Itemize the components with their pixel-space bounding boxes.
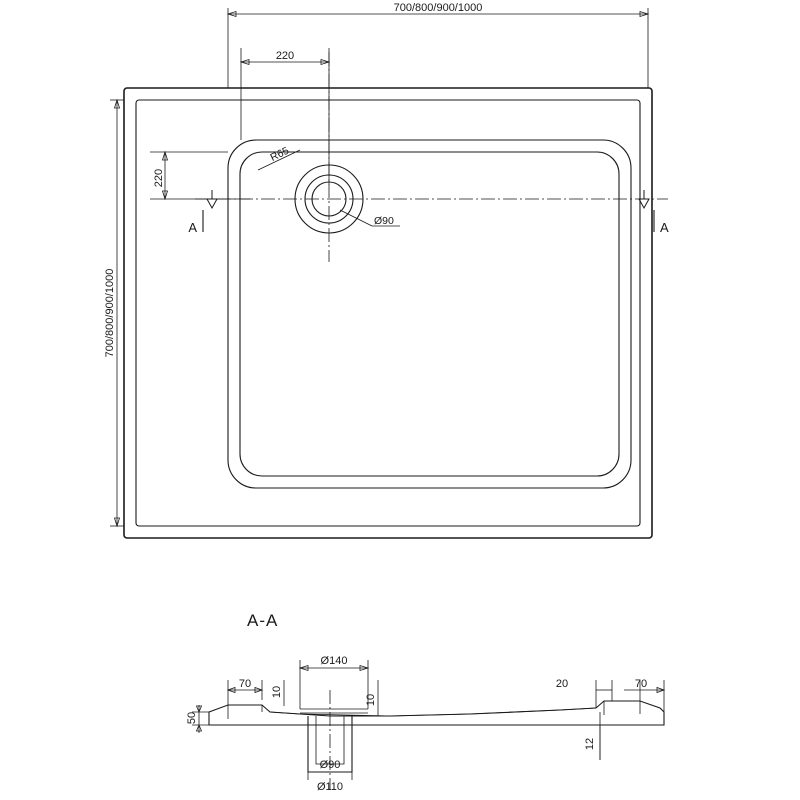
dim-right-flange-label: 70	[634, 678, 648, 690]
dim-right-inner-label: 20	[555, 678, 569, 690]
radius-callout	[258, 145, 300, 170]
tray-outline	[124, 88, 652, 538]
tray-basin	[228, 140, 631, 488]
section-profile	[209, 660, 664, 790]
dim-drain-flange	[300, 655, 368, 671]
dim-overall-width	[228, 2, 648, 88]
dim-overall-height	[104, 100, 124, 526]
dim-drain-y-label: 220	[153, 168, 165, 188]
section-arrow-left	[188, 190, 217, 235]
dim-right-height	[584, 712, 600, 760]
dim-inner-depth-label: 10	[365, 693, 377, 707]
dim-step-left	[271, 680, 284, 706]
section-view-label: A-A	[247, 611, 279, 630]
section-arrow-right	[639, 190, 669, 235]
dim-drain-x	[241, 48, 329, 185]
dim-drain-outer	[308, 772, 352, 793]
section-arrow-right-label: A	[660, 220, 669, 235]
dim-height-left	[186, 705, 209, 733]
dim-drain-y	[150, 152, 250, 199]
dim-inner-depth	[365, 680, 378, 716]
drain-centerlines	[195, 52, 668, 262]
section-arrow-left-label: A	[188, 220, 197, 235]
dim-flange-left-label: 70	[238, 678, 252, 690]
dim-drain-x-label: 220	[275, 50, 295, 62]
dim-height-left-label: 50	[186, 711, 198, 725]
radius-label: R65	[268, 144, 291, 164]
dim-drain-hole-label: Ø90	[319, 759, 341, 771]
dim-top-width-label: 700/800/900/1000	[393, 2, 483, 14]
dim-right-height-label: 12	[584, 737, 596, 751]
dim-step-left-label: 10	[271, 685, 283, 699]
dim-drain-flange-label: Ø140	[320, 655, 348, 667]
dim-left-height-label: 700/800/900/1000	[104, 268, 116, 358]
dim-flange-left	[228, 678, 262, 705]
dim-drain-outer-label: Ø110	[316, 781, 344, 793]
dim-right-inner	[556, 678, 612, 708]
dim-drain-hole	[316, 759, 340, 771]
drain-diameter-label: Ø90	[374, 215, 394, 227]
